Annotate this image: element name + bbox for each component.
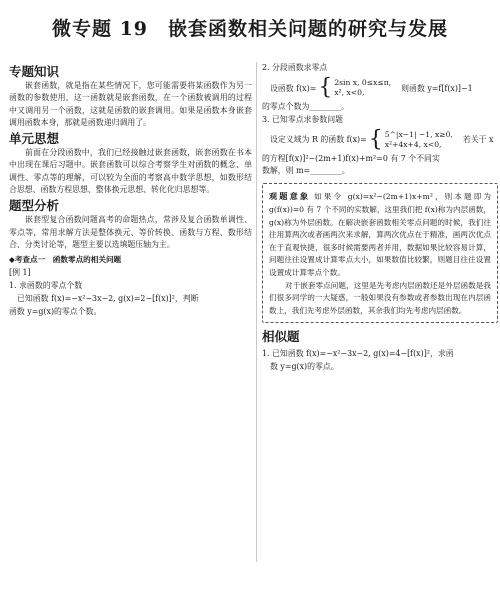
example-label: [例 1] — [9, 268, 31, 278]
question-2-case-2: x², x<0, — [334, 88, 365, 98]
section-heading-unit-thought: 单元思想 — [9, 131, 60, 147]
similar-questions-heading: 相似题 — [262, 329, 300, 345]
question-3-case-2: x²+4x+4, x<0, — [384, 139, 442, 149]
question-2-case-1: 2sin x, 0≤x≤π, — [334, 78, 392, 88]
question-2-answer-line: 的零点个数为________。 — [262, 102, 349, 112]
question-1-text: 已知函数 f(x)=−x²−3x−2, g(x)=2−[f(x)]²，判断 — [17, 294, 199, 304]
section-heading-question-analysis: 题型分析 — [9, 198, 60, 214]
question-1-text-cont: 函数 y=g(x)的零点个数。 — [9, 307, 102, 317]
insight-paragraph-2: 对于嵌套零点问题，这里是先考虑内层函数还是外层函数是我们很多同学的一大疑惑，一般如果没有参数或者参数出现在内层函数上，我们先考虑外层函数，其余我们均先考虑内层函数。 — [269, 280, 491, 315]
insight-tag: 观题意象 — [269, 191, 311, 202]
left-column — [9, 62, 252, 318]
question-2-suffix: 则函数 y=f[f(x)]−1 — [401, 83, 473, 93]
question-2-prefix: 设函数 f(x)= — [270, 83, 317, 93]
question-2-title: 2. 分段函数求零点 — [262, 63, 328, 72]
insight-text: 如果令 g(x)=x²−(2m+1)x+m²，则本题即为 g(f(x))=0 有 7 个不同的实数解，这里我们把 f(x)称为内层函数，g(x)称为外层函数。在解决嵌套函数相关零点问题的时候，我们往往用算两次或者画两次来求解，算两次优点在于精准，画两次优点在于直观快捷，很多时候需要两者并用，数据如果比较容易计算，问题往往设置成计算零点大小，如果数值比较繁，则题目往往设置设置成计算零点个数。 — [269, 192, 491, 278]
knowledge-paragraph: 嵌套函数，就是指在某些情况下，您可能需要将某函数作为另一函数的参数使用，这一函数就是嵌套函数，在一个函数被调用的过程中又调用另一个函数，这就是函数的嵌套调用。如果是函数本身嵌套调用函数本身，那就是函数递归调用了。 — [9, 81, 252, 127]
question-3-title: 3. 已知零点求参数问题 — [262, 114, 344, 124]
insight-paragraph — [269, 190, 491, 279]
question-3-piecewise — [270, 126, 498, 152]
question-3-case-1: 5^|x−1| −1, x≥0, — [384, 129, 453, 139]
question-3-prefix: 设定义域为 R 的函数 f(x)= — [270, 135, 367, 145]
question-3-answer-line: 数解，则 m=________。 — [262, 166, 350, 176]
left-brace-icon: { — [318, 75, 333, 101]
checkpoint-heading: ◆考查点一 函数零点的相关问题 — [9, 255, 122, 265]
insight-box — [262, 183, 498, 323]
question-3-text: 的方程[f(x)]²−(2m+1)f(x)+m²=0 有 7 个不同实 — [262, 153, 440, 163]
question-analysis-paragraph: 嵌套型复合函数问题高考的命题热点，常涉及复合函数单调性、零点等，常用求解方法是整体换元、等价转换、函数与方程、数形结合、分类讨论等，题型主要以选填题压轴为主。 — [9, 215, 252, 249]
unit-thought-paragraph: 前面在分段函数中，我们已经接触过嵌套函数，嵌套函数在书本中出现在课后习题中。嵌套函数可以综合考察学生对函数的概念、单调性、零点等的理解，可以较为全面的考察高中数学思想，如数形结合思想、函数方程思想、整体换元思想、转化化归思想等。 — [9, 148, 252, 195]
left-brace-icon: { — [368, 126, 383, 152]
right-column — [262, 62, 498, 373]
question-2-piecewise — [270, 77, 498, 99]
section-heading-knowledge: 专题知识 — [9, 64, 60, 79]
question-3-suffix: 若关于 x — [462, 135, 494, 145]
similar-question-1-cont: 数 y=g(x)的零点。 — [270, 362, 339, 372]
similar-question-1: 1. 已知函数 f(x)=−x²−3x−2, g(x)=4−[f(x)]²，求函 — [262, 349, 454, 359]
question-3-cases — [385, 130, 453, 150]
question-2-cases — [334, 78, 391, 98]
page-title: 微专题 19 嵌套函数相关问题的研究与发展 — [51, 18, 449, 40]
question-1-title: 1. 求函数的零点个数 — [9, 281, 83, 291]
column-divider — [256, 62, 257, 562]
